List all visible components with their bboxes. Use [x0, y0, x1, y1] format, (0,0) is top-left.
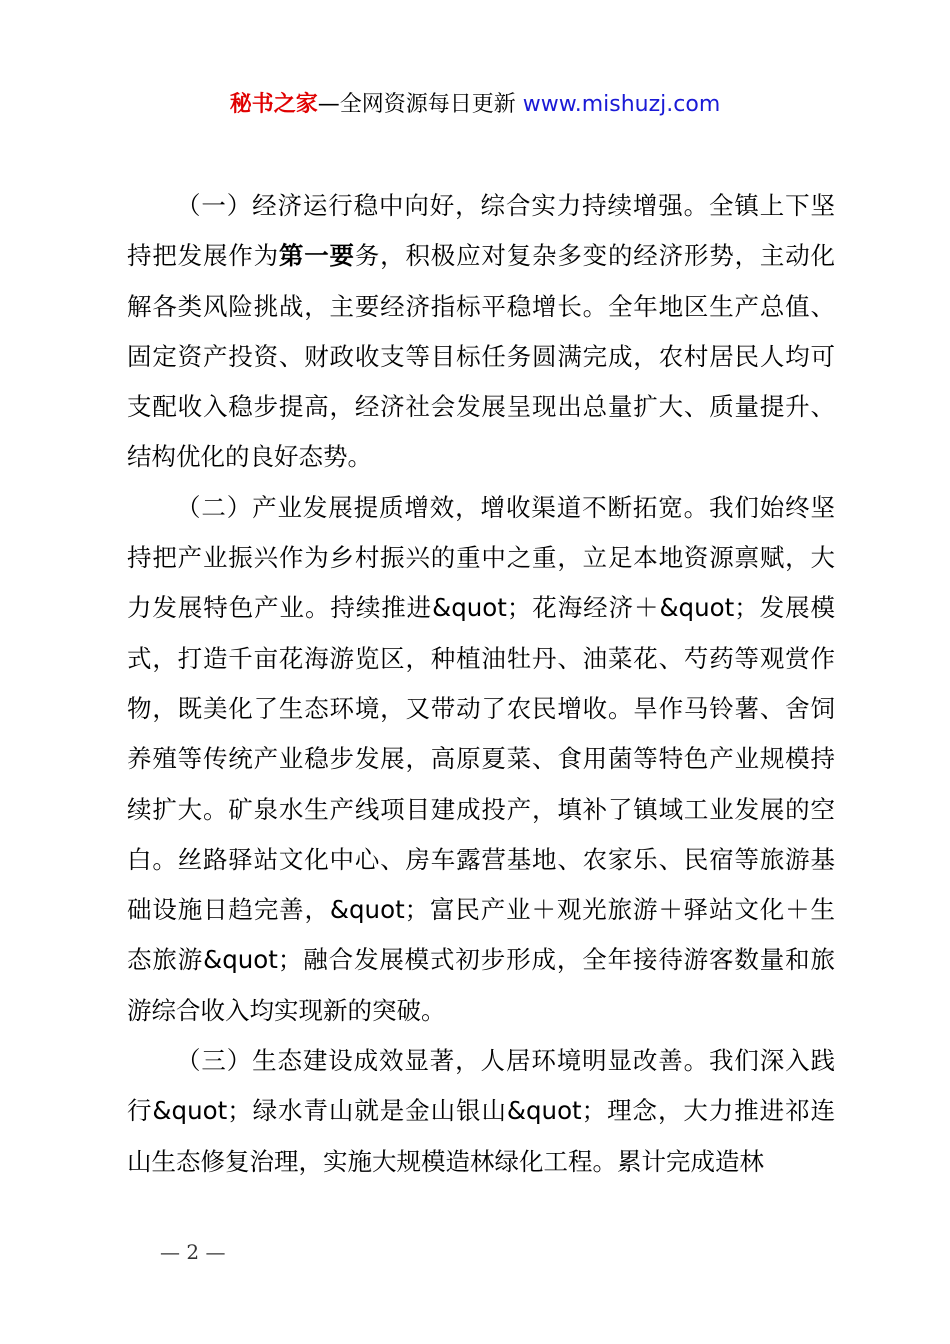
paragraph-text: 务，积极应对复杂多变的经济形势，主动化解各类风险挑战，主要经济指标平稳增长。全年地区生产总值、固定资产投资、财政收支等目标任务圆满完成，农村居民人均可支配收入稳步提高，经济社会发展呈现出总量扩大、质量提升、结构优化的良好态势。 — [127, 241, 836, 472]
document-body — [127, 181, 835, 1187]
bold-emphasis: 第一要 — [278, 241, 355, 271]
paragraph-economy — [127, 181, 835, 483]
paragraph-industry: （二）产业发展提质增效，增收渠道不断拓宽。我们始终坚持把产业振兴作为乡村振兴的重中之重，立足本地资源禀赋，大力发展特色产业。持续推进&quot；花海经济＋&quot；发展模式，打造千亩花海游览区，种植油牡丹、油菜花、芍药等观赏作物，既美化了生态环境，又带动了农民增收。旱作马铃薯、舍饲养殖等传统产业稳步发展，高原夏菜、食用菌等特色产业规模持续扩大。矿泉水生产线项目建成投产，填补了镇域工业发展的空白。丝路驿站文化中心、房车露营基地、农家乐、民宿等旅游基础设施日趋完善，&quot；富民产业＋观光旅游＋驿站文化＋生态旅游&quot；融合发展模式初步形成，全年接待游客数量和旅游综合收入均实现新的突破。 — [127, 492, 835, 1025]
site-tagline: —全网资源每日更新 — [317, 92, 523, 117]
paragraph-text: （一）经济运行稳中向好，综合实力持续增强。全镇上下坚持把发展作为 — [127, 191, 835, 271]
paragraph-ecology: （三）生态建设成效显著，人居环境明显改善。我们深入践行&quot；绿水青山就是金山银山&quot；理念，大力推进祁连山生态修复治理，实施大规模造林绿化工程。累计完成造林 — [127, 1046, 835, 1176]
site-url-link[interactable]: www.mishuzj.com — [522, 92, 721, 117]
site-brand: 秘书之家 — [229, 92, 318, 117]
site-header — [0, 88, 950, 122]
page-number: — 2 — — [160, 1240, 226, 1264]
